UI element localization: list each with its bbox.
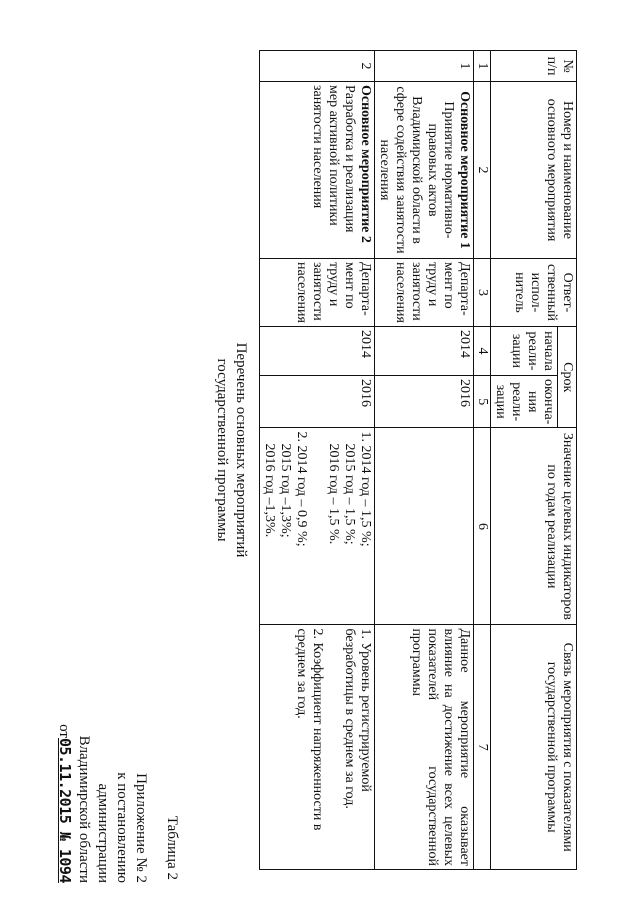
header-row — [558, 51, 577, 870]
indicator-line: 2. 2014 год – 0,9 %; — [294, 431, 309, 547]
row-num: 2 — [260, 51, 375, 82]
row-responsible: Департа-мент по труду и занятости населения — [260, 259, 375, 327]
index-cell: 5 — [474, 375, 491, 428]
header-indicators: Значение целевых индикаторов по годам реализации — [491, 428, 577, 625]
indicator-line: 2015 год – 1,5 %; — [342, 443, 357, 545]
row-indicators — [375, 428, 474, 625]
appendix-line: Владимирской области — [76, 735, 92, 883]
appendix-line: Приложение № 2 — [133, 773, 149, 883]
row-name — [260, 82, 375, 259]
indicator-line: 2015 год –1,3%; — [278, 443, 293, 538]
row-name — [375, 82, 474, 259]
header-num: № п/п — [491, 51, 577, 82]
indicator-line: 2016 год –1,3%. — [262, 443, 277, 538]
row-num: 1 — [375, 51, 474, 82]
header-term: Срок — [558, 326, 577, 428]
row-link: Данное мероприятие оказывает влияние на достижение всех целевых показателей государственной программы — [375, 625, 474, 870]
measure-title: Основное мероприятие 1 — [457, 91, 472, 249]
row-end: 2016 — [375, 375, 474, 428]
index-cell: 2 — [474, 82, 491, 259]
measure-description: Разработка и реализация мер активной политики занятости населения — [310, 85, 357, 233]
measures-table — [259, 50, 577, 870]
document-title — [212, 200, 250, 700]
indicator-gap — [309, 431, 325, 621]
header-name: Номер и наименование основного мероприятия — [491, 82, 577, 259]
indicator-line: 1. 2014 год – 1,5 %; — [358, 431, 373, 547]
row-indicators — [260, 428, 375, 625]
title-line-2: государственной программы — [214, 358, 230, 542]
header-responsible: Ответ-ственный испол-нитель — [491, 259, 577, 327]
row-end: 2016 — [260, 375, 375, 428]
date-prefix: от — [56, 724, 72, 738]
table-row — [260, 51, 375, 870]
link-item: 2. Коэффициент напряженности в среднем за год. — [294, 628, 325, 831]
appendix-line: администрации — [95, 783, 111, 883]
index-cell: 6 — [474, 428, 491, 625]
index-cell: 7 — [474, 625, 491, 870]
handwritten-date: 05.11.2015 № 1094 — [56, 737, 74, 883]
table-row — [375, 51, 474, 870]
index-cell: 4 — [474, 326, 491, 375]
measure-title: Основное мероприятие 2 — [358, 85, 373, 243]
index-cell: 1 — [474, 51, 491, 82]
title-line-1: Перечень основных мероприятий — [233, 342, 249, 558]
table-label: Таблица 2 — [164, 815, 180, 880]
row-start: 2014 — [375, 326, 474, 375]
link-item: 1. Уровень регистрируемой безработицы в среднем за год. — [342, 628, 373, 809]
row-responsible: Департа-мент по труду и занятости населения — [375, 259, 474, 327]
row-link — [260, 625, 375, 870]
appendix-date-line — [54, 678, 74, 883]
index-row — [474, 51, 491, 870]
appendix-line: к постановлению — [114, 772, 130, 883]
row-start: 2014 — [260, 326, 375, 375]
header-end: оконча-ния реали-зации — [491, 375, 558, 428]
indicator-line: 2016 год – 1,5 %. — [326, 443, 341, 545]
measure-description: Принятие нормативно-правовых актов Владимирской области в сфере содействия занятости населения — [377, 86, 456, 254]
header-start: начала реали-зации — [491, 326, 558, 375]
index-cell: 3 — [474, 259, 491, 327]
header-link: Связь мероприятия с показателями государственной программы — [491, 625, 577, 870]
link-gap — [325, 628, 341, 866]
appendix-header — [54, 678, 150, 883]
